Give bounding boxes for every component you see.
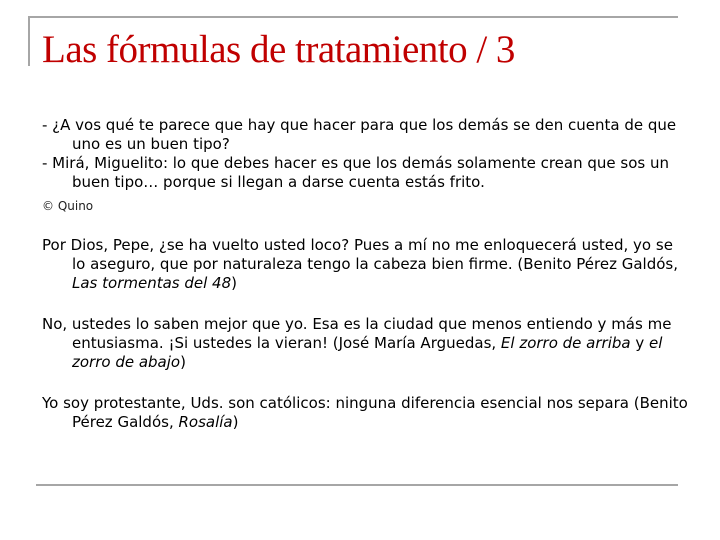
quote-text: No, ustedes lo saben mejor que yo. Esa es la ciudad que menos entiendo y más me entusiasma. ¡Si ustedes la vieran! (José María Arguedas, [42,315,672,352]
work-title-2: el zorro de abajo [72,334,663,371]
frame-top-line [28,16,678,18]
work-title-1: El zorro de arriba [500,334,631,352]
quote-galdos-tormentas [42,236,688,293]
quote-arguedas [42,315,688,372]
slide-content [42,116,688,432]
dialogue-line-1: - ¿A vos qué te parece que hay que hacer para que los demás se den cuenta de que uno es un buen tipo? [42,116,677,153]
quote-text: Yo soy protestante, Uds. son católicos: ninguna diferencia esencial nos separa (Benito Pérez Galdós, [42,394,688,431]
work-joiner: y [630,334,650,352]
quino-credit: © Quino [42,199,94,213]
quote-close: ) [180,353,186,371]
quote-close: ) [232,413,239,431]
work-title: Las tormentas del 48 [72,274,232,292]
work-title: Rosalía [178,413,233,431]
frame-left-line [28,16,30,66]
quote-text: Por Dios, Pepe, ¿se ha vuelto usted loco? Pues a mí no me enloquecerá usted, yo se lo aseguro, que por naturaleza tengo la cabeza bien firme. (Benito Pérez Galdós, [42,236,678,273]
quote-close: ) [231,274,237,292]
slide-title: Las fórmulas de tratamiento / 3 [42,28,515,71]
frame-bottom-line [36,484,678,486]
dialogue-line-2: - Mirá, Miguelito: lo que debes hacer es que los demás solamente crean que sos un buen tipo… porque si llegan a darse cuenta estás frito. [42,154,669,191]
quote-galdos-rosalia [42,394,688,432]
